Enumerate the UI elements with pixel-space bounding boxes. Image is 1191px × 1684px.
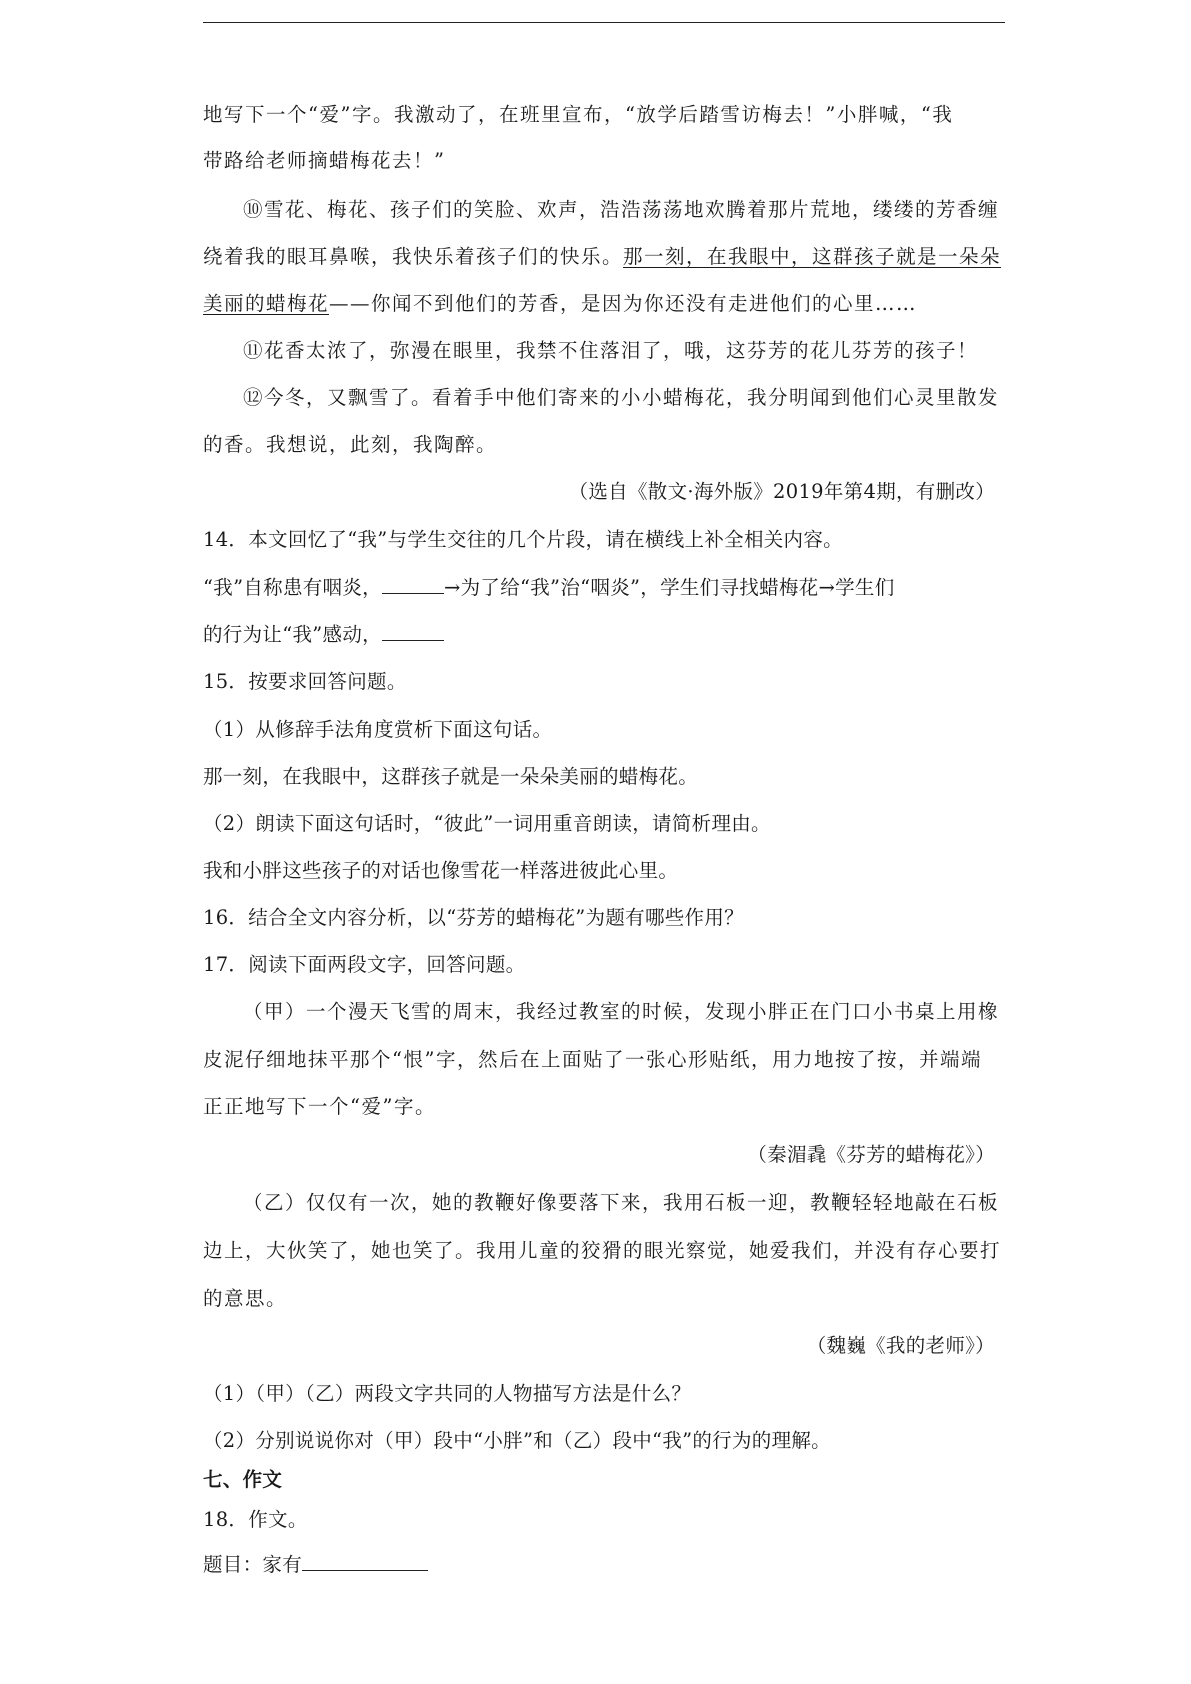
paragraph-12-line-2: 的香。我想说，此刻，我陶醉。 [203,433,498,456]
question-17-stem: 17．阅读下面两段文字，回答问题。 [203,953,526,976]
question-14-line-2 [203,620,444,649]
paragraph-11: ⑪花香太浓了，弥漫在眼里，我禁不住落泪了，哦，这芬芳的花儿芬芳的孩子！ [243,339,979,362]
answer-blank-1[interactable] [382,573,444,594]
passage-jia-line-3: 正正地写下一个“爱”字。 [203,1095,436,1118]
question-17-sub-1: （1）（甲）（乙）两段文字共同的人物描写方法是什么？ [203,1382,692,1405]
passage-jia-line-2: 皮泥仔细地抹平那个“恨”字，然后在上面贴了一张心形贴纸，用力地按了按，并端端 [203,1048,982,1071]
question-14-text-3: 的行为让“我”感动， [203,623,382,646]
passage-yi-source: （魏巍《我的老师》） [806,1334,995,1357]
paragraph-12-line-1: ⑫今冬，又飘雪了。看着手中他们寄来的小小蜡梅花，我分明闻到他们心灵里散发 [243,386,1000,409]
essay-topic-label: 题目：家有 [203,1553,303,1576]
essay-topic-blank[interactable] [302,1550,428,1571]
paragraph-10-text: 绕着我的眼耳鼻喉，我快乐着孩子们的快乐。 [203,245,624,268]
header-rule [203,22,1005,23]
paragraph-10-line-1: ⑩雪花、梅花、孩子们的笑脸、欢声，浩浩荡荡地欢腾着那片荒地，缕缕的芳香缠 [243,198,1000,221]
paragraph-9-line-2: 带路给老师摘蜡梅花去！” [203,149,446,172]
question-15-sub-2: （2）朗读下面这句话时，“彼此”一词用重音朗读，请简析理由。 [203,812,771,835]
question-14-text-2: →为了给“我”治“咽炎”，学生们寻找蜡梅花→学生们 [443,576,895,599]
paragraph-10-text-end: ——你闻不到他们的芳香，是因为你还没有走进他们的心里…… [329,292,918,315]
passage-yi-line-1: （乙）仅仅有一次，她的教鞭好像要落下来，我用石板一迎，教鞭轻轻地敲在石板 [243,1191,1000,1214]
passage-source: （选自《散文·海外版》2019年第4期，有删改） [568,480,995,503]
answer-blank-2[interactable] [382,620,444,641]
question-18-stem: 18．作文。 [203,1508,308,1531]
question-14-line-1 [203,573,895,602]
section-heading: 七、作文 [203,1468,283,1491]
paragraph-9-line-1: 地写下一个“爱”字。我激动了，在班里宣布，“放学后踏雪访梅去！”小胖喊，“我 [203,103,954,126]
underlined-sentence-end: 美丽的蜡梅花 [203,292,330,315]
paragraph-10-line-2 [203,243,1001,271]
essay-topic [203,1550,428,1579]
passage-jia-line-1: （甲）一个漫天飞雪的周末，我经过教室的时候，发现小胖正在门口小书桌上用橡 [243,1000,1000,1023]
question-15-sub-2-quote: 我和小胖这些孩子的对话也像雪花一样落进彼此心里。 [203,859,679,882]
question-14-text: “我”自称患有咽炎， [203,576,382,599]
question-16-stem: 16．结合全文内容分析，以“芬芳的蜡梅花”为题有哪些作用？ [203,906,744,929]
question-15-sub-1: （1）从修辞手法角度赏析下面这句话。 [203,718,553,741]
question-17-sub-2: （2）分别说说你对（甲）段中“小胖”和（乙）段中“我”的行为的理解。 [203,1429,831,1452]
question-15-stem: 15．按要求回答问题。 [203,670,407,693]
underlined-sentence-start: 那一刻，在我眼中，这群孩子就是一朵朵 [623,245,1002,268]
passage-yi-line-3: 的意思。 [203,1287,288,1310]
passage-yi-line-2: 边上，大伙笑了，她也笑了。我用儿童的狡猾的眼光察觉，她爱我们，并没有存心要打 [203,1239,1002,1262]
question-15-sub-1-quote: 那一刻，在我眼中，这群孩子就是一朵朵美丽的蜡梅花。 [203,765,699,788]
question-14-stem: 14．本文回忆了“我”与学生交往的几个片段，请在横线上补全相关内容。 [203,528,843,551]
paragraph-10-line-3 [203,290,917,318]
passage-jia-source: （秦湄毳《芬芳的蜡梅花》） [747,1143,995,1166]
